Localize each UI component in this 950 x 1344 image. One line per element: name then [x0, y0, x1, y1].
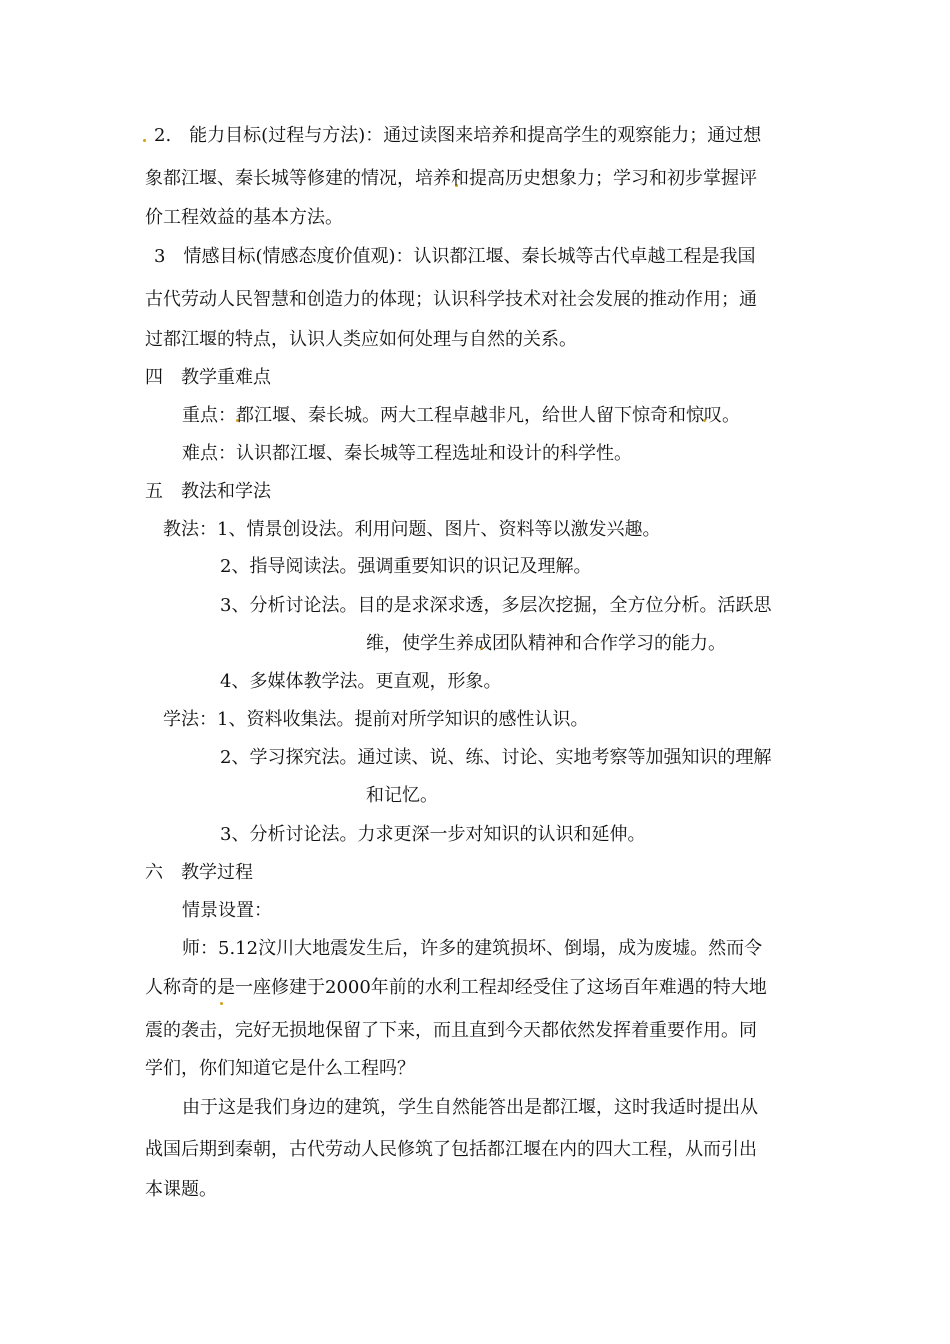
text-line: 难点：认识都江堰、秦长城等工程选址和设计的科学性。 [182, 443, 632, 464]
text-line: 重点：都江堰、秦长城。两大工程卓越非凡，给世人留下惊奇和惊叹。 [182, 405, 740, 426]
text-line: 3、分析讨论法。力求更深一步对知识的认识和延伸。 [220, 824, 646, 845]
text-line: 象都江堰、秦长城等修建的情况，培养和提高历史想象力；学习和初步掌握评 [145, 168, 757, 189]
section-heading: 四 教学重难点 [145, 367, 271, 388]
text-line: 师：5.12汶川大地震发生后，许多的建筑损坏、倒塌，成为废墟。然而令 [182, 938, 763, 959]
section-heading: 六 教学过程 [145, 862, 253, 883]
text-line: 学法：1、资料收集法。提前对所学知识的感性认识。 [163, 709, 589, 730]
margin-mark [220, 1002, 223, 1005]
text-line: 震的袭击，完好无损地保留了下来，而且直到今天都依然发挥着重要作用。同 [145, 1020, 757, 1041]
text-line: 教法：1、情景创设法。利用问题、图片、资料等以激发兴趣。 [163, 519, 661, 540]
text-line: 维，使学生养成团队精神和合作学习的能力。 [366, 633, 726, 654]
section-heading: 五 教法和学法 [145, 481, 271, 502]
text-line: 4、多媒体教学法。更直观，形象。 [220, 671, 502, 692]
text-line: 3、分析讨论法。目的是求深求透，多层次挖掘，全方位分析。活跃思 [220, 595, 772, 616]
text-line: 学们，你们知道它是什么工程吗？ [145, 1058, 415, 1079]
text-line: 古代劳动人民智慧和创造力的体现；认识科学技术对社会发展的推动作用；通 [145, 289, 757, 310]
text-line: 战国后期到秦朝，古代劳动人民修筑了包括都江堰在内的四大工程，从而引出 [145, 1139, 757, 1160]
text-line: 价工程效益的基本方法。 [145, 207, 343, 228]
text-line: 人称奇的是一座修建于2000年前的水利工程却经受住了这场百年难遇的特大地 [145, 977, 767, 998]
text-line: 2. 能力目标(过程与方法)：通过读图来培养和提高学生的观察能力；通过想 [154, 125, 762, 146]
text-line: 2、学习探究法。通过读、说、练、讨论、实地考察等加强知识的理解 [220, 747, 772, 768]
text-line: 本课题。 [145, 1179, 217, 1200]
text-line: 由于这是我们身边的建筑，学生自然能答出是都江堰，这时我适时提出从 [182, 1097, 758, 1118]
margin-mark [143, 139, 146, 142]
text-line: 情景设置： [182, 900, 272, 921]
text-line: 和记忆。 [366, 785, 438, 806]
text-line: 过都江堰的特点，认识人类应如何处理与自然的关系。 [145, 329, 577, 350]
text-line: 2、指导阅读法。强调重要知识的识记及理解。 [220, 556, 592, 577]
text-line: 3 情感目标(情感态度价值观)：认识都江堰、秦长城等古代卓越工程是我国 [154, 246, 756, 267]
